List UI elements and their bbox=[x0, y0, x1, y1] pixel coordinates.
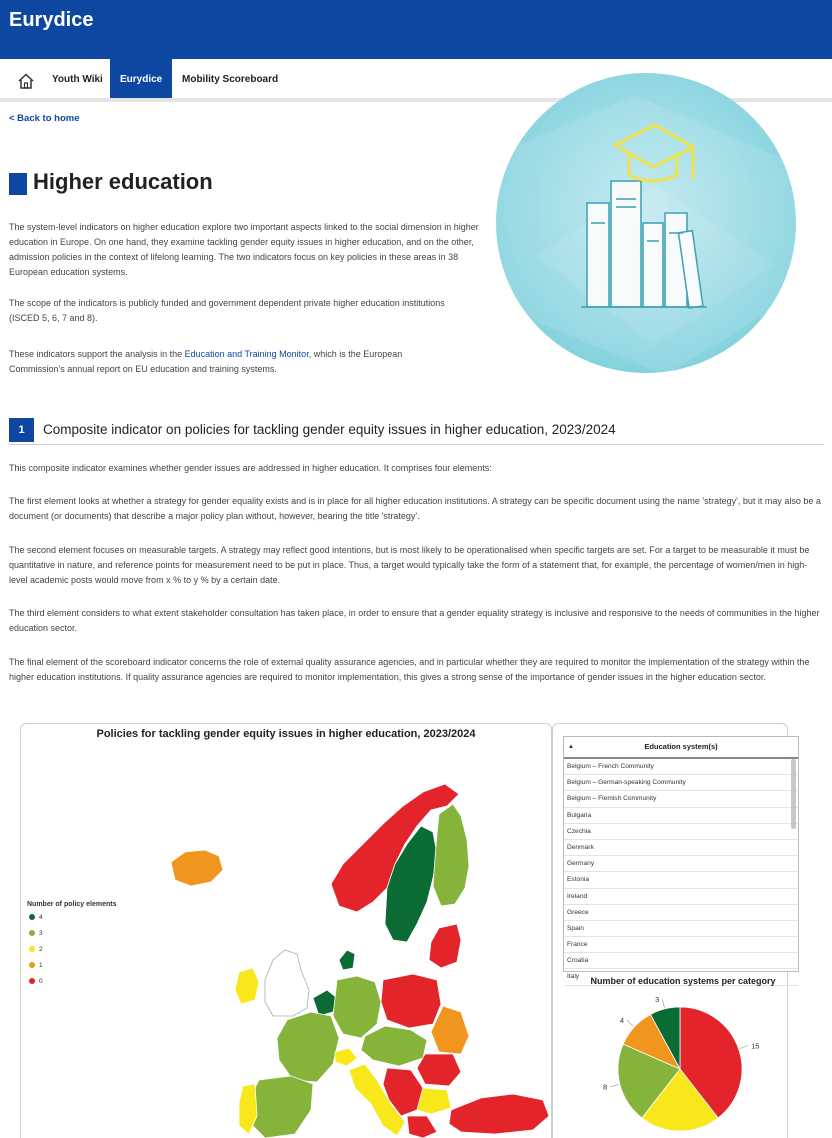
legend-label: 1 bbox=[39, 962, 43, 969]
nav-item-mobility-scoreboard[interactable]: Mobility Scoreboard bbox=[182, 74, 279, 85]
section-paragraph-5: The final element of the scoreboard indicator concerns the role of external quality assurance agencies, and in particular whether they are required to monitor the implementation of the strategy within the higher education institutions. If quality assurance agencies are required to monitor implementation, this gives a strong sense of the importance of gender issues in the higher education sector. bbox=[9, 657, 810, 682]
table-scrollbar[interactable] bbox=[791, 759, 796, 829]
table-row[interactable]: Croatia bbox=[564, 953, 798, 969]
intro-text: These indicators support the analysis in the bbox=[9, 349, 185, 359]
intro-paragraph-3 bbox=[9, 347, 449, 377]
nav-item-youth-wiki[interactable]: Youth Wiki bbox=[52, 74, 103, 85]
pie-label-connector bbox=[627, 1020, 634, 1026]
legend-swatch bbox=[29, 914, 35, 920]
table-row[interactable]: Belgium – Flemish Community bbox=[564, 791, 798, 807]
site-brand[interactable]: Eurydice bbox=[9, 9, 94, 31]
legend-label: 4 bbox=[39, 914, 43, 921]
map-region-greece bbox=[407, 1116, 437, 1138]
table-row[interactable]: Spain bbox=[564, 921, 798, 937]
legend-label: 0 bbox=[39, 978, 43, 985]
table-header-label: Education system(s) bbox=[644, 742, 718, 751]
section-paragraph-1: This composite indicator examines whether gender issues are addressed in higher education. It comprises four elements: bbox=[9, 463, 492, 473]
table-row[interactable]: Belgium – German-speaking Community bbox=[564, 775, 798, 791]
legend-item bbox=[29, 978, 43, 985]
table-row[interactable]: Germany bbox=[564, 856, 798, 872]
pie-data-label: 15 bbox=[751, 1041, 760, 1051]
pie-label-connector bbox=[610, 1084, 619, 1086]
legend-item bbox=[29, 962, 43, 969]
intro-paragraph-2: The scope of the indicators is publicly funded and government dependent private higher education institutions (ISCED 5, 6, 7 and 8). bbox=[9, 298, 445, 323]
map-region-denmark bbox=[339, 950, 355, 970]
intro-paragraph-1: The system-level indicators on higher education explore two important aspects linked to the social dimension in higher education in Europe. On one hand, they examine tackling gender equity issues in higher education, and on the other, admission policies in the context of lifelong learning. The two indicators focus on key policies in these areas in 38 European education systems. bbox=[9, 222, 479, 277]
education-training-monitor-link[interactable]: Education and Training Monitor bbox=[184, 349, 309, 359]
pie-chart bbox=[553, 994, 787, 1138]
table-row[interactable]: Belgium – French Community bbox=[564, 759, 798, 775]
sort-ascending-icon[interactable]: ▲ bbox=[568, 744, 574, 750]
home-icon[interactable] bbox=[17, 72, 35, 90]
map-region-bulgaria bbox=[417, 1088, 451, 1114]
pie-data-label: 4 bbox=[619, 1016, 625, 1026]
legend-swatch bbox=[29, 962, 35, 968]
map-region-turkey bbox=[449, 1094, 549, 1134]
section-title: Composite indicator on policies for tackling gender equity issues in higher education, 2023/2024 bbox=[43, 422, 616, 437]
map-region-iceland bbox=[171, 850, 223, 886]
map-region-uk bbox=[265, 950, 309, 1016]
section-1-header bbox=[9, 418, 824, 445]
legend-label: 2 bbox=[39, 946, 43, 953]
legend-swatch bbox=[29, 978, 35, 984]
pie-label-connector bbox=[740, 1046, 749, 1049]
legend-label: 3 bbox=[39, 930, 43, 937]
legend-item bbox=[29, 946, 43, 953]
right-panel bbox=[552, 723, 788, 1138]
map-region-baltics bbox=[429, 924, 461, 968]
section-paragraph-3: The second element focuses on measurable targets. A strategy may reflect good intentions, but is most likely to be operationalised when specific targets are set. For a target to be measurable it must be quantitative in nature, and reference points for measurement need to be put in place. Thus, a target would typically take the form of a statement that, for example, the percentage of women/men in high-level academic posts would move from x % to y % by a certain date. bbox=[9, 545, 810, 585]
table-row[interactable]: France bbox=[564, 937, 798, 953]
top-bar bbox=[0, 0, 832, 59]
table-row[interactable]: Greece bbox=[564, 905, 798, 921]
map-region-poland bbox=[381, 974, 441, 1028]
map-panel bbox=[20, 723, 552, 1138]
legend-swatch bbox=[29, 946, 35, 952]
section-number: 1 bbox=[9, 418, 34, 442]
table-row[interactable]: Czechia bbox=[564, 824, 798, 840]
nav-item-eurydice[interactable]: Eurydice bbox=[110, 59, 172, 98]
pie-chart-title: Number of education systems per category bbox=[590, 976, 776, 986]
map-region-switzerland bbox=[335, 1048, 357, 1066]
table-row[interactable]: Estonia bbox=[564, 872, 798, 888]
pie-data-label: 8 bbox=[603, 1082, 608, 1092]
map-region-ireland bbox=[235, 968, 259, 1004]
table-header[interactable] bbox=[564, 737, 798, 759]
table-body bbox=[564, 759, 798, 986]
page-title: Higher education bbox=[33, 169, 213, 194]
table-row[interactable]: Ireland bbox=[564, 889, 798, 905]
title-accent bbox=[9, 173, 27, 195]
intro-text: , which is the European Commission's annual report on EU education and training systems. bbox=[9, 349, 403, 374]
map-title: Policies for tackling gender equity issues in higher education, 2023/2024 bbox=[96, 728, 476, 740]
section-paragraph-4: The third element considers to what extent stakeholder consultation has taken place, in order to ensure that a gender equality strategy is inclusive and responsive to the needs of communities in the higher education sector. bbox=[9, 608, 820, 633]
pie-data-label: 3 bbox=[655, 995, 660, 1005]
legend-title: Number of policy elements bbox=[27, 901, 117, 908]
legend-item bbox=[29, 930, 43, 937]
map-region-spain bbox=[249, 1076, 313, 1138]
table-row[interactable]: Denmark bbox=[564, 840, 798, 856]
map-region-finland bbox=[433, 804, 469, 906]
map-region-germany bbox=[333, 976, 381, 1038]
europe-map[interactable] bbox=[161, 754, 551, 1138]
section-paragraph-2: The first element looks at whether a strategy for gender equality exists and is in place for all higher education institutions. A strategy can be specific document using the name 'strategy', but it may also be a document (or documents) that describe a major policy plan without, however, bearing the title 'strategy'. bbox=[9, 496, 821, 521]
map-region-central-europe bbox=[361, 1026, 427, 1066]
books-graduation-illustration bbox=[495, 95, 797, 375]
map-region-romania bbox=[417, 1054, 461, 1086]
table-row[interactable]: Bulgaria bbox=[564, 808, 798, 824]
legend-swatch bbox=[29, 930, 35, 936]
table-row[interactable]: Italy bbox=[564, 969, 798, 985]
legend-item bbox=[29, 914, 43, 921]
pie-label-connector bbox=[662, 999, 664, 1008]
map-region-france bbox=[277, 1012, 339, 1082]
back-to-home-link[interactable]: < Back to home bbox=[9, 113, 80, 124]
